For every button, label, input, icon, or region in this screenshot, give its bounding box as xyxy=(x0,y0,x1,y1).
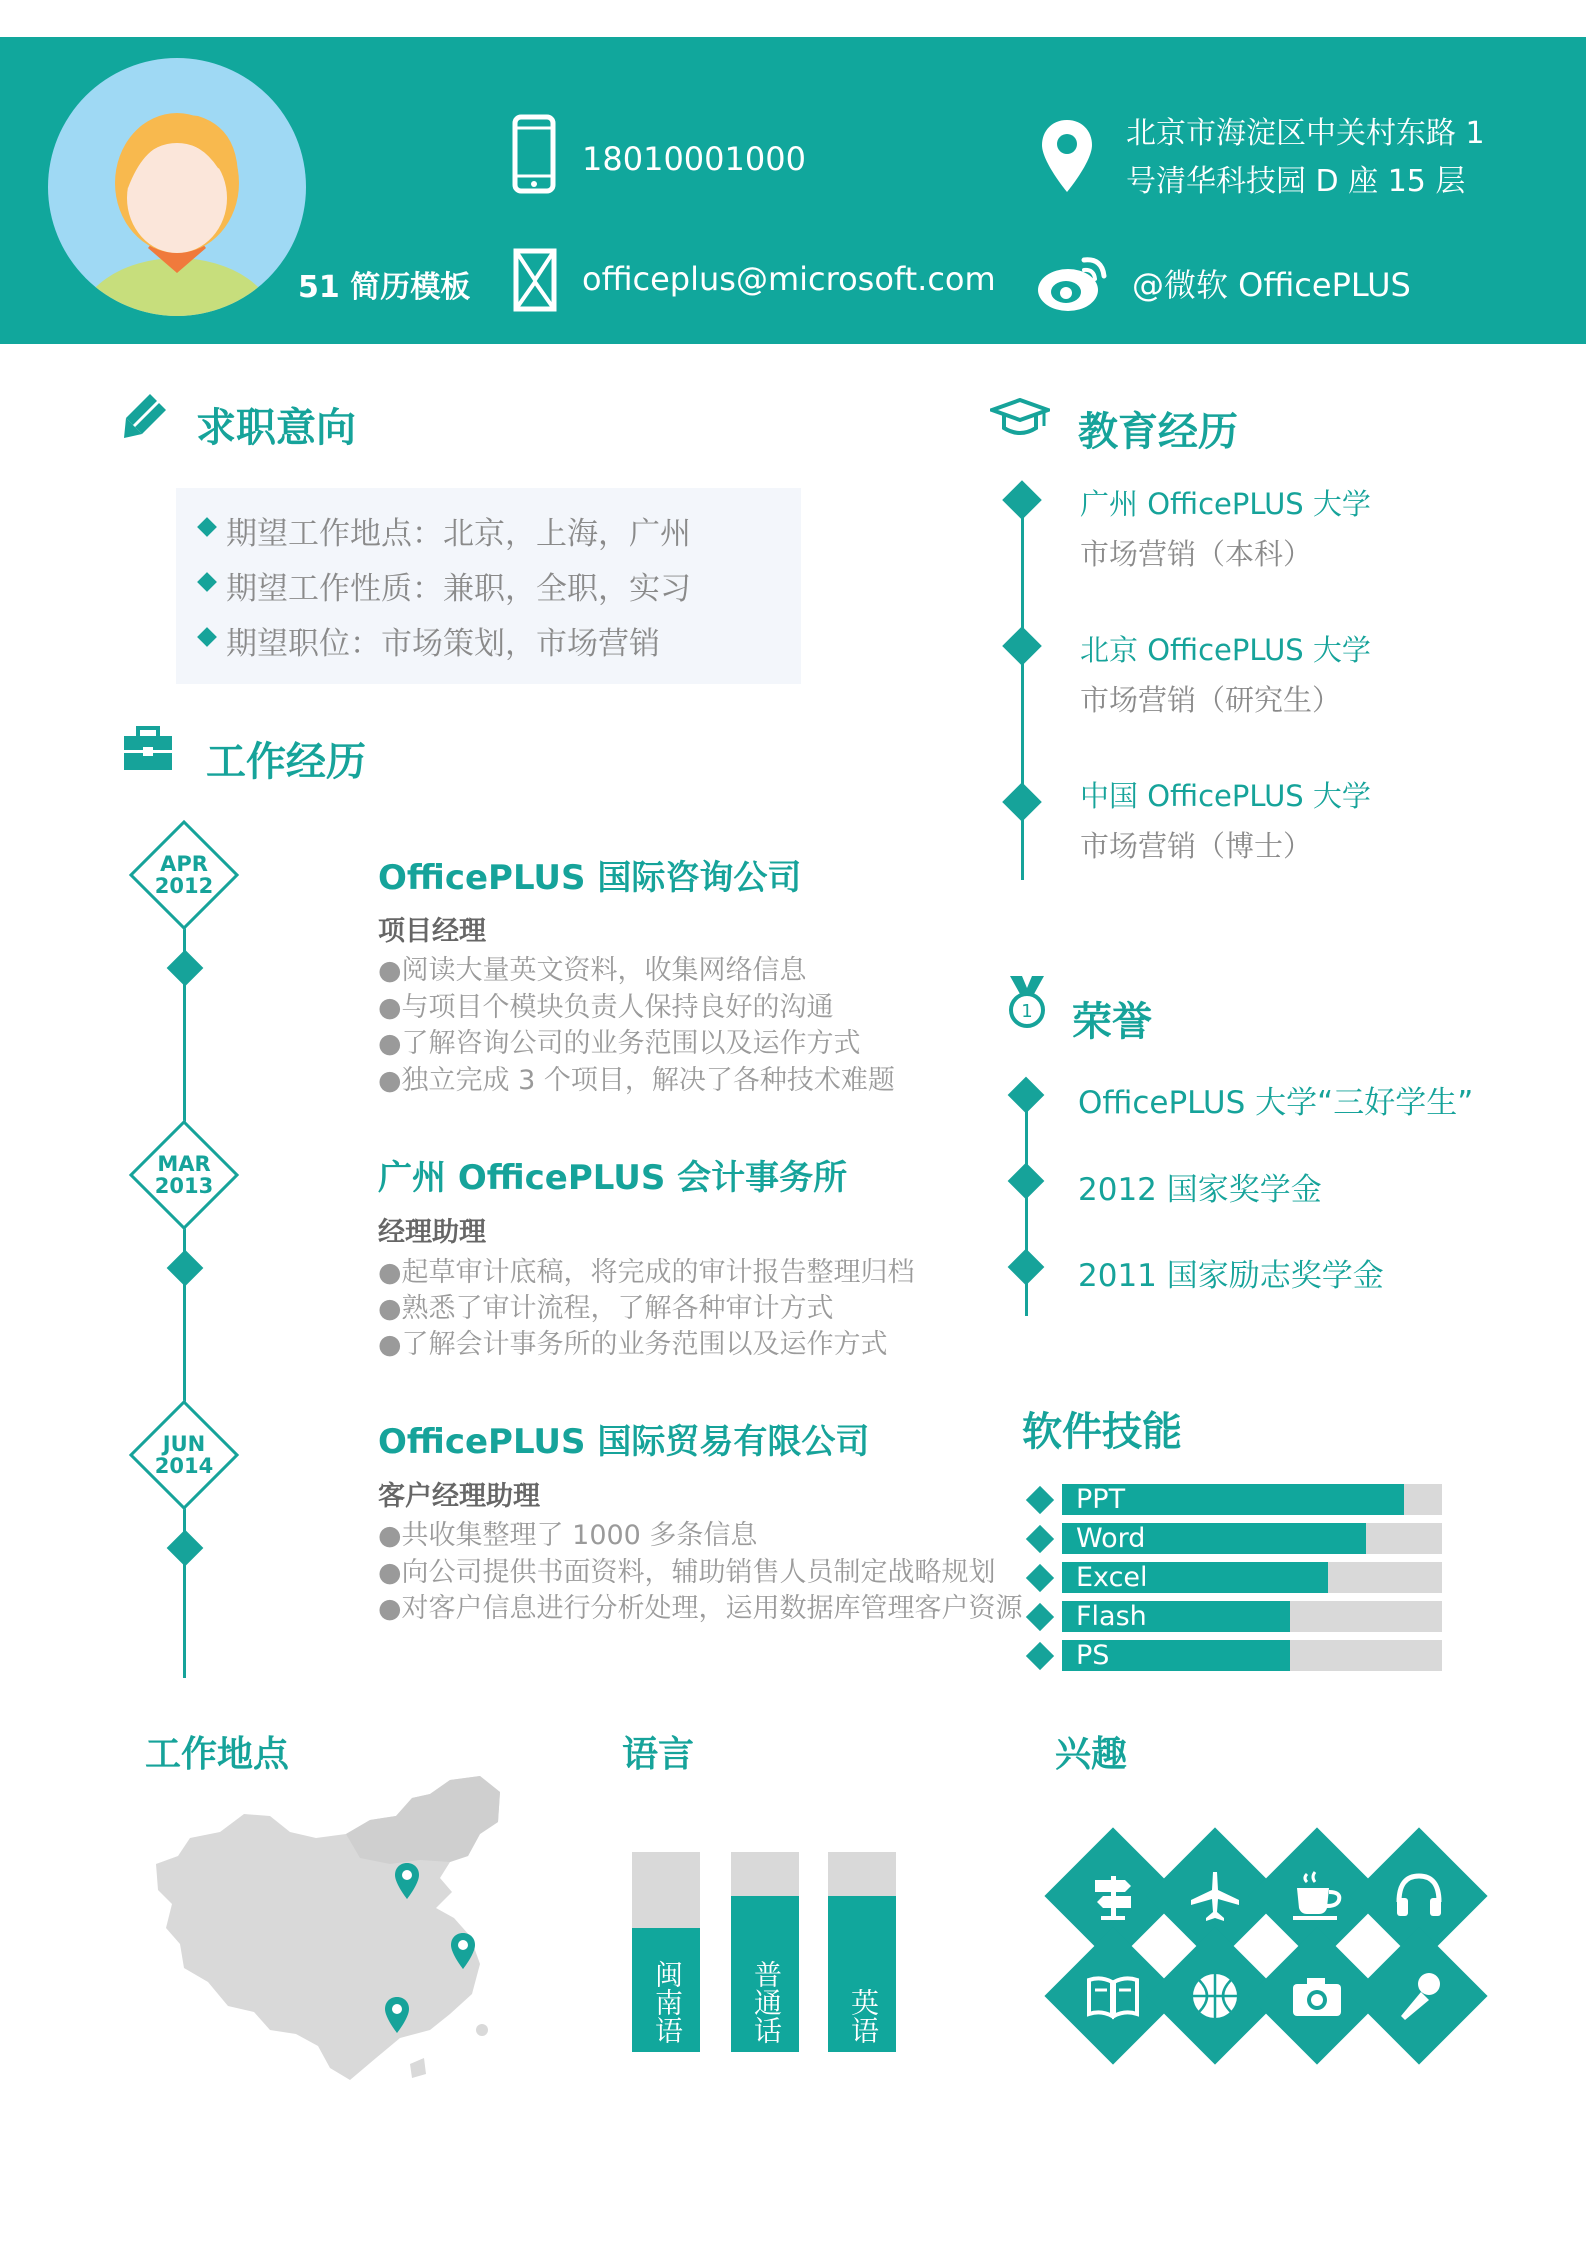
map-pin-icon xyxy=(450,1932,476,1970)
email-address[interactable]: officeplus@microsoft.com xyxy=(582,260,996,298)
pen-icon xyxy=(120,392,168,440)
skill-bar xyxy=(1062,1640,1442,1671)
language-bar xyxy=(731,1852,799,2052)
job-company: OfficePLUS 国际贸易有限公司 xyxy=(378,1422,870,1462)
language-name: 闽南语 xyxy=(651,1960,684,2044)
phone-icon xyxy=(512,114,556,194)
job-date-year: 2014 xyxy=(154,1454,214,1478)
skill-bar xyxy=(1062,1562,1442,1593)
skill-name: PS xyxy=(1076,1640,1110,1671)
name-label: 51 简历模板 xyxy=(298,270,471,305)
skill-name: Flash xyxy=(1076,1601,1147,1632)
job-role: 客户经理助理 xyxy=(378,1481,540,1512)
education-school: 中国 OfficePLUS 大学 xyxy=(1080,779,1371,813)
address-line-2: 号清华科技园 D 座 15 层 xyxy=(1126,164,1466,199)
education-major: 市场营销（本科） xyxy=(1080,537,1313,571)
education-title: 教育经历 xyxy=(1078,409,1238,455)
skill-bar-fill xyxy=(1062,1523,1366,1554)
honors-title: 荣誉 xyxy=(1072,999,1152,1045)
phone-number[interactable]: 18010001000 xyxy=(582,140,806,178)
job-role: 经理助理 xyxy=(378,1217,486,1248)
job-item: ●独立完成 3 个项目，解决了各种技术难题 xyxy=(378,1065,895,1096)
intent-item: 期望工作地点：北京，上海，广州 xyxy=(226,516,691,552)
intent-item: 期望工作性质：兼职，全职，实习 xyxy=(226,571,691,607)
job-date-month: JUN xyxy=(162,1432,206,1456)
location-title: 工作地点 xyxy=(145,1734,290,1775)
skill-bar xyxy=(1062,1484,1442,1515)
job-date-month: APR xyxy=(160,852,208,876)
language-bar xyxy=(828,1852,896,2052)
intent-item: 期望职位：市场策划，市场营销 xyxy=(226,626,660,662)
skill-name: PPT xyxy=(1076,1484,1126,1515)
avatar xyxy=(48,58,306,316)
job-date-year: 2012 xyxy=(154,874,214,898)
language-bar-fill xyxy=(731,1896,799,2052)
honor-item: 2012 国家奖学金 xyxy=(1078,1172,1322,1208)
intent-title: 求职意向 xyxy=(196,405,356,451)
education-major: 市场营销（博士） xyxy=(1080,829,1313,863)
skill-bullet-icon xyxy=(1026,1486,1054,1514)
weibo-icon xyxy=(1036,252,1110,314)
job-item: ●了解咨询公司的业务范围以及运作方式 xyxy=(378,1028,861,1059)
skill-bar-fill xyxy=(1062,1601,1290,1632)
skill-bar xyxy=(1062,1523,1442,1554)
honor-item: OfficePLUS 大学“三好学生” xyxy=(1078,1085,1474,1121)
china-map xyxy=(150,1768,510,2088)
education-timeline xyxy=(1021,496,1024,880)
skill-name: Word xyxy=(1076,1523,1146,1554)
job-company: 广州 OfficePLUS 会计事务所 xyxy=(378,1158,848,1198)
location-pin-icon xyxy=(1040,118,1094,194)
language-name: 英语 xyxy=(847,1988,880,2044)
language-name: 普通话 xyxy=(750,1960,783,2044)
job-item: ●对客户信息进行分析处理，运用数据库管理客户资源 xyxy=(378,1593,1023,1624)
job-item: ●了解会计事务所的业务范围以及运作方式 xyxy=(378,1329,888,1360)
job-role: 项目经理 xyxy=(378,916,486,947)
svg-text:1: 1 xyxy=(1021,1001,1033,1022)
job-date-year: 2013 xyxy=(154,1174,214,1198)
skill-bullet-icon xyxy=(1026,1564,1054,1592)
skill-bullet-icon xyxy=(1026,1603,1054,1631)
education-school: 北京 OfficePLUS 大学 xyxy=(1080,633,1371,667)
language-bar-fill xyxy=(828,1896,896,2052)
job-item: ●向公司提供书面资料，辅助销售人员制定战略规划 xyxy=(378,1557,996,1588)
job-item: ●与项目个模块负责人保持良好的沟通 xyxy=(378,992,834,1023)
map-pin-icon xyxy=(394,1862,420,1900)
work-title: 工作经历 xyxy=(206,739,366,785)
job-item: ●共收集整理了 1000 多条信息 xyxy=(378,1520,758,1551)
skill-bullet-icon xyxy=(1026,1525,1054,1553)
job-item: ●起草审计底稿，将完成的审计报告整理归档 xyxy=(378,1257,915,1288)
job-item: ●熟悉了审计流程，了解各种审计方式 xyxy=(378,1293,834,1324)
skill-bar-fill xyxy=(1062,1484,1404,1515)
address-line-1: 北京市海淀区中关村东路 1 xyxy=(1126,116,1485,151)
weibo-handle[interactable]: @微软 OfficePLUS xyxy=(1132,266,1411,304)
interests-title: 兴趣 xyxy=(1055,1734,1128,1775)
job-date-month: MAR xyxy=(157,1152,211,1176)
skill-bar-fill xyxy=(1062,1562,1328,1593)
skill-name: Excel xyxy=(1076,1562,1148,1593)
job-company: OfficePLUS 国际咨询公司 xyxy=(378,858,802,898)
education-school: 广州 OfficePLUS 大学 xyxy=(1080,487,1371,521)
briefcase-icon xyxy=(122,726,174,772)
medal-icon xyxy=(1004,974,1050,1030)
skill-bar-fill xyxy=(1062,1640,1290,1671)
job-item: ●阅读大量英文资料，收集网络信息 xyxy=(378,955,807,986)
language-bar-fill xyxy=(632,1928,700,2052)
map-pin-icon xyxy=(384,1996,410,2034)
skills-title: 软件技能 xyxy=(1022,1409,1182,1455)
honor-item: 2011 国家励志奖学金 xyxy=(1078,1258,1384,1294)
education-major: 市场营销（研究生） xyxy=(1080,683,1342,717)
graduation-cap-icon xyxy=(990,398,1050,436)
language-bar xyxy=(632,1852,700,2052)
skill-bullet-icon xyxy=(1026,1642,1054,1670)
languages-title: 语言 xyxy=(622,1734,695,1775)
skill-bar xyxy=(1062,1601,1442,1632)
mail-icon xyxy=(513,248,557,312)
microphone-icon xyxy=(1369,1946,1469,2046)
